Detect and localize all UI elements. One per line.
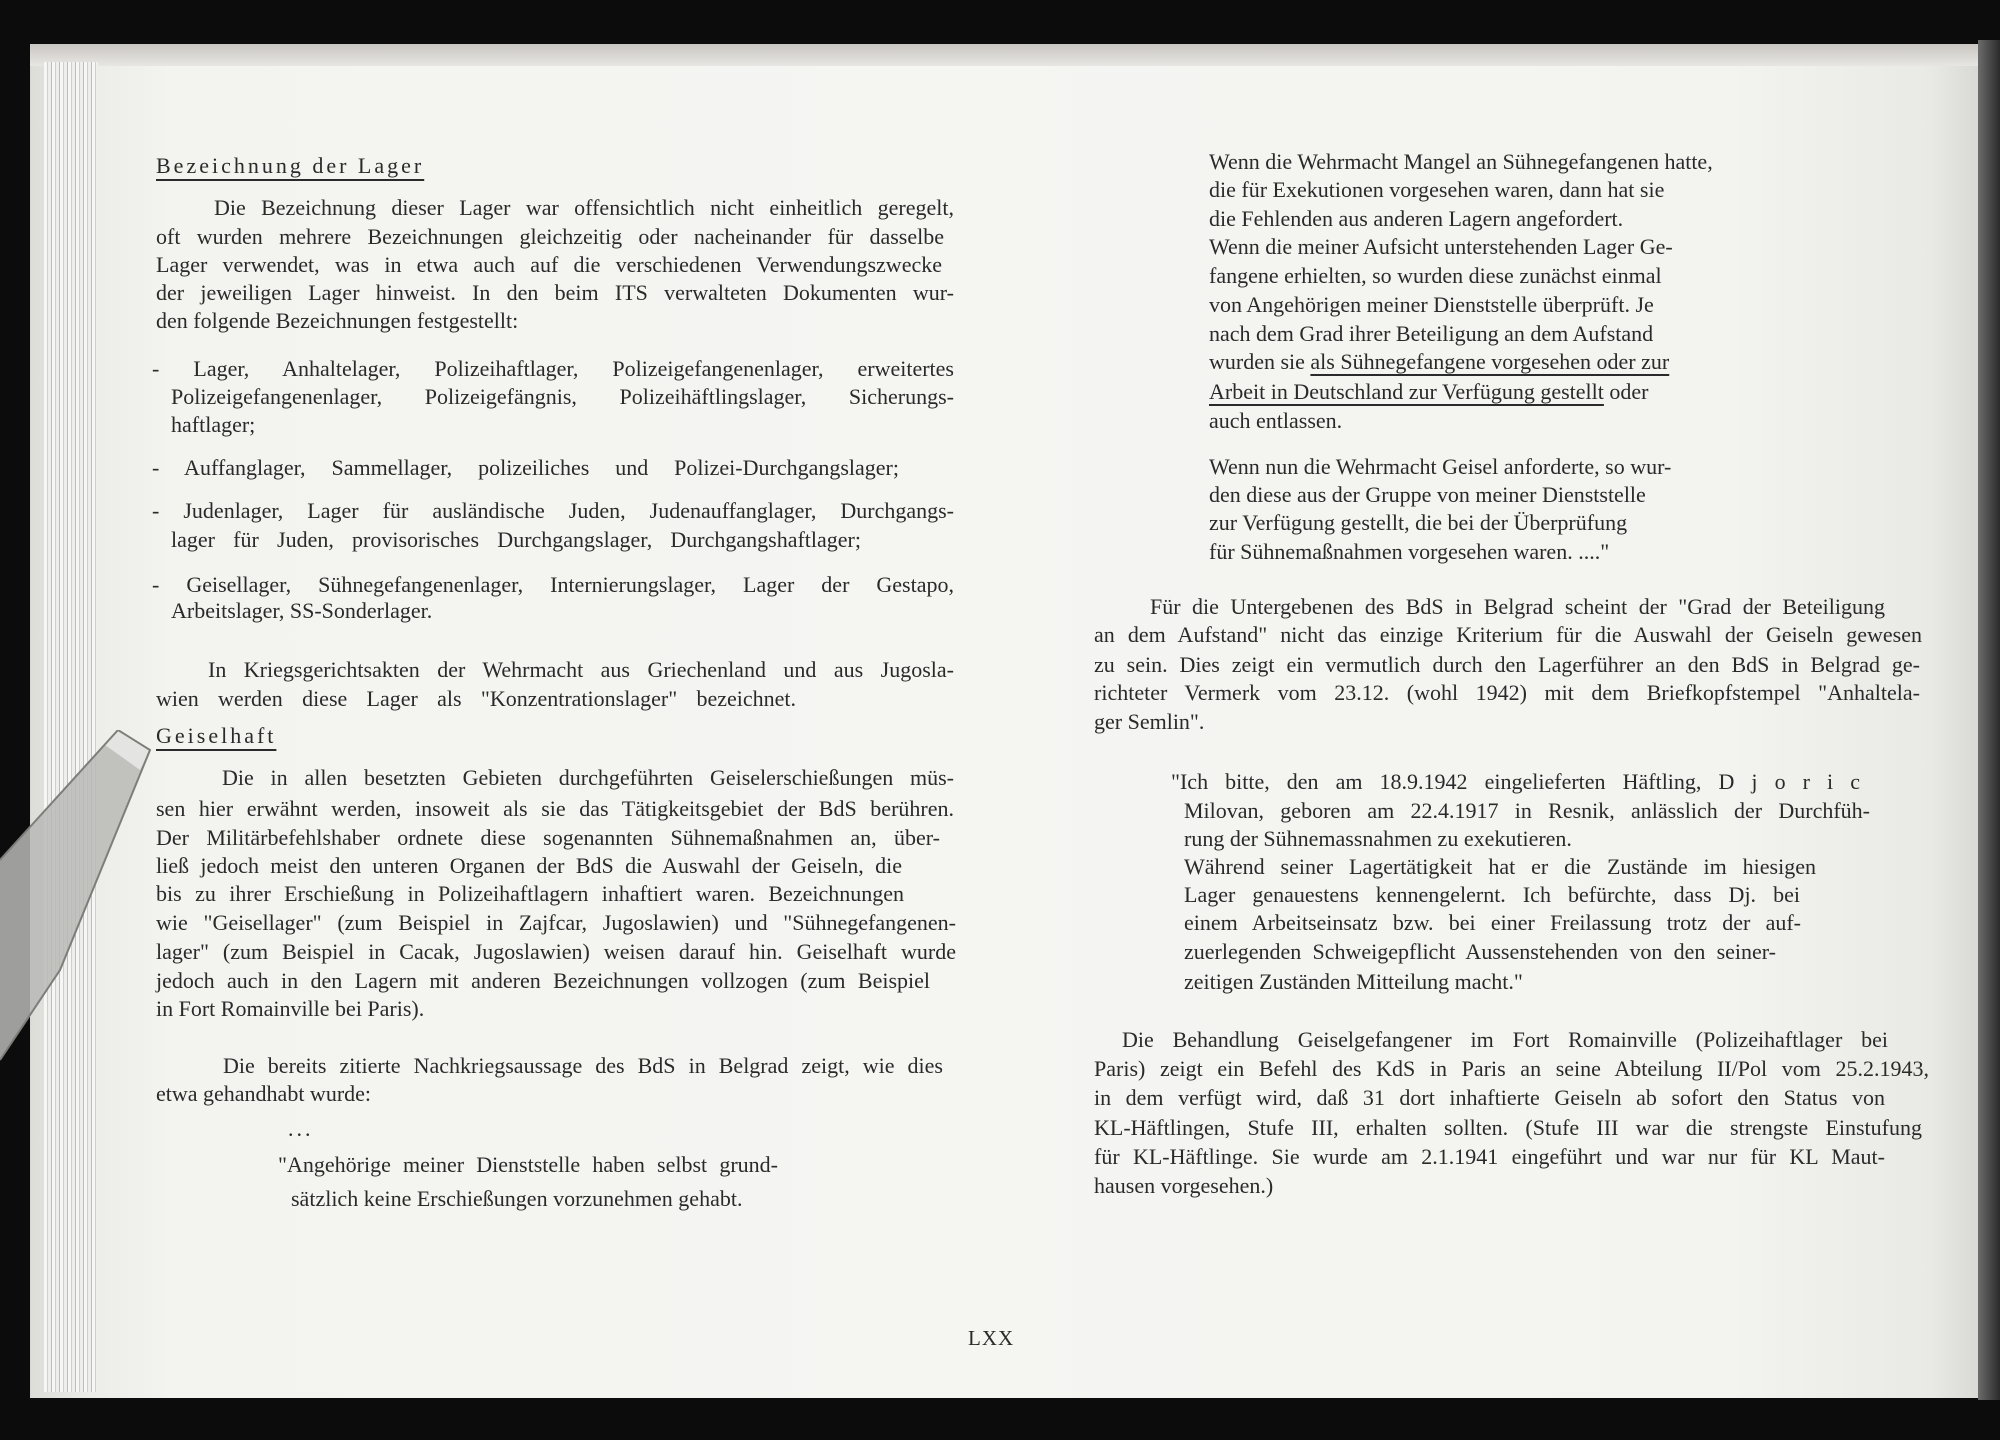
quote-line: die Fehlenden aus anderen Lagern angefordert. <box>1209 206 1624 231</box>
text-line: Für die Untergebenen des BdS in Belgrad scheint der "Grad der Beteiligung <box>1150 594 1885 619</box>
text-line: Paris) zeigt ein Befehl des KdS in Paris an seine Abteilung II/Pol vom 25.2.1943, <box>1094 1056 1929 1081</box>
quote-line: auch entlassen. <box>1209 408 1343 433</box>
quote-line: rung der Sühnemassnahmen zu exekutieren. <box>1184 826 1572 851</box>
text-line: lager" (zum Beispiel in Cacak, Jugoslawien) weisen darauf hin. Geiselhaft wurde <box>156 939 956 964</box>
page-stack-edges <box>44 62 98 1392</box>
section-heading: Bezeichnung der Lager <box>156 153 425 178</box>
list-item: - Auffanglager, Sammellager, polizeiliches und Polizei-Durchgangslager; <box>152 455 899 480</box>
text-line: wie "Geisellager" (zum Beispiel in Zajfcar, Jugoslawien) und "Sühnegefangenen- <box>156 910 956 935</box>
quote-line: zuerlegenden Schweigepflicht Aussenstehenden von den seiner- <box>1184 939 1776 964</box>
text-line: zu sein. Dies zeigt ein vermutlich durch den Lagerführer an den BdS in Belgrad ge- <box>1094 652 1920 677</box>
list-item: Polizeigefangenenlager, Polizeigefängnis, Polizeihäftlingslager, Sicherungs- <box>171 384 954 409</box>
list-item: - Lager, Anhaltelager, Polizeihaftlager, Polizeigefangenenlager, erweitertes <box>152 356 954 381</box>
quote-line: von Angehörigen meiner Dienststelle überprüft. Je <box>1209 292 1654 317</box>
text-line: Der Militärbefehlshaber ordnete diese sogenannten Sühnemaßnahmen an, über- <box>156 825 940 850</box>
text-line: Die Behandlung Geiselgefangener im Fort Romainville (Polizeihaftlager bei <box>1122 1027 1888 1052</box>
text-line: ließ jedoch meist den unteren Organen der BdS die Auswahl der Geiseln, die <box>156 853 902 878</box>
list-item: haftlager; <box>171 412 256 437</box>
text-line: in dem verfügt wird, daß 31 dort inhaftierte Geiseln ab sofort den Status von <box>1094 1085 1885 1110</box>
text-line: sen hier erwähnt werden, insoweit als sie das Tätigkeitsgebiet der BdS berühren. <box>156 796 954 821</box>
quote-line: die für Exekutionen vorgesehen waren, dann hat sie <box>1209 177 1665 202</box>
page-top-edge <box>30 44 1980 66</box>
list-item: lager für Juden, provisorisches Durchgangslager, Durchgangshaftlager; <box>171 527 861 552</box>
quote-line: Während seiner Lagertätigkeit hat er die Zustände im hiesigen <box>1184 854 1816 879</box>
text-line: den folgende Bezeichnungen festgestellt: <box>156 308 519 333</box>
quote-line: zur Verfügung gestellt, die bei der Überprüfung <box>1209 510 1628 535</box>
quote-line: zeitigen Zuständen Mitteilung macht." <box>1184 969 1523 994</box>
text-line: bis zu ihrer Erschießung in Polizeihaftlagern inhaftiert waren. Bezeichnungen <box>156 881 904 906</box>
text-line: Die in allen besetzten Gebieten durchgeführten Geiselerschießungen müs- <box>222 765 954 790</box>
quote-line: Wenn die meiner Aufsicht unterstehenden Lager Ge- <box>1209 234 1673 259</box>
text-line: Die bereits zitierte Nachkriegsaussage des BdS in Belgrad zeigt, wie dies <box>223 1053 943 1078</box>
text-line: an dem Aufstand" nicht das einzige Kriterium für die Auswahl der Geiseln gewesen <box>1094 622 1922 647</box>
text-line: hausen vorgesehen.) <box>1094 1173 1274 1198</box>
quote-line: für Sühnemaßnahmen vorgesehen waren. ...." <box>1209 539 1610 564</box>
quote-line: "Angehörige meiner Dienststelle haben selbst grund- <box>278 1152 778 1177</box>
quote-text: wurden sie <box>1209 349 1311 374</box>
ellipsis: ... <box>288 1116 314 1141</box>
text-line: KL-Häftlingen, Stufe III, erhalten sollten. (Stufe III war die strengste Einstufung <box>1094 1115 1922 1140</box>
text-line: für KL-Häftlinge. Sie wurde am 2.1.1941 eingeführt und war nur für KL Maut- <box>1094 1144 1885 1169</box>
text-line: jedoch auch in den Lagern mit anderen Bezeichnungen vollzogen (zum Beispiel <box>156 968 930 993</box>
quote-line <box>1209 348 1669 376</box>
text-line: wien werden diese Lager als "Konzentrationslager" bezeichnet. <box>156 686 796 711</box>
quote-line: "Ich bitte, den am 18.9.1942 eingelieferten Häftling, D j o r i c <box>1171 769 1860 794</box>
text-line: der jeweiligen Lager hinweist. In den beim ITS verwalteten Dokumenten wur- <box>156 280 954 305</box>
page-number: LXX <box>968 1326 1015 1350</box>
list-item: Arbeitslager, SS-Sonderlager. <box>171 598 433 623</box>
quote-line: einem Arbeitseinsatz bzw. bei einer Freilassung trotz der auf- <box>1184 910 1801 935</box>
book-binding <box>1978 40 2000 1400</box>
quote-line: Milovan, geboren am 22.4.1917 in Resnik, anlässlich der Durchfüh- <box>1184 798 1870 823</box>
quote-line <box>1209 378 1648 406</box>
quote-line: fangene erhielten, so wurden diese zunächst einmal <box>1209 263 1662 288</box>
quote-line: Wenn die Wehrmacht Mangel an Sühnegefangenen hatte, <box>1209 149 1713 174</box>
text-line: ger Semlin". <box>1094 709 1205 734</box>
list-item: - Judenlager, Lager für ausländische Juden, Judenauffanglager, Durchgangs- <box>152 498 954 523</box>
quote-line: Lager genauestens kennengelernt. Ich befürchte, dass Dj. bei <box>1184 882 1800 907</box>
quote-line: nach dem Grad ihrer Beteiligung an dem Aufstand <box>1209 321 1654 346</box>
underlined-text: als Sühnegefangene vorgesehen oder zur <box>1310 349 1670 374</box>
text-line: in Fort Romainville bei Paris). <box>156 996 425 1021</box>
text-line: Die Bezeichnung dieser Lager war offensichtlich nicht einheitlich geregelt, <box>214 195 954 220</box>
text-line: In Kriegsgerichtsakten der Wehrmacht aus Griechenland und aus Jugosla- <box>208 657 954 682</box>
text-line: oft wurden mehrere Bezeichnungen gleichzeitig oder nacheinander für dasselbe <box>156 224 944 249</box>
text-line: richteter Vermerk vom 23.12. (wohl 1942) mit dem Briefkopfstempel "Anhaltela- <box>1094 680 1920 705</box>
text-line: Lager verwendet, was in etwa auch auf die verschiedenen Verwendungszwecke <box>156 252 942 277</box>
quote-line: sätzlich keine Erschießungen vorzunehmen gehabt. <box>291 1186 743 1211</box>
list-item: - Geisellager, Sühnegefangenenlager, Internierungslager, Lager der Gestapo, <box>152 572 954 597</box>
section-heading: Geiselhaft <box>156 723 277 748</box>
page-holder-clip <box>0 730 160 1130</box>
underlined-text: Arbeit in Deutschland zur Verfügung gestellt <box>1209 379 1604 404</box>
quote-text: oder <box>1603 379 1649 404</box>
quote-line: den diese aus der Gruppe von meiner Dienststelle <box>1209 482 1646 507</box>
text-line: etwa gehandhabt wurde: <box>156 1081 372 1106</box>
quote-line: Wenn nun die Wehrmacht Geisel anforderte, so wur- <box>1209 454 1672 479</box>
